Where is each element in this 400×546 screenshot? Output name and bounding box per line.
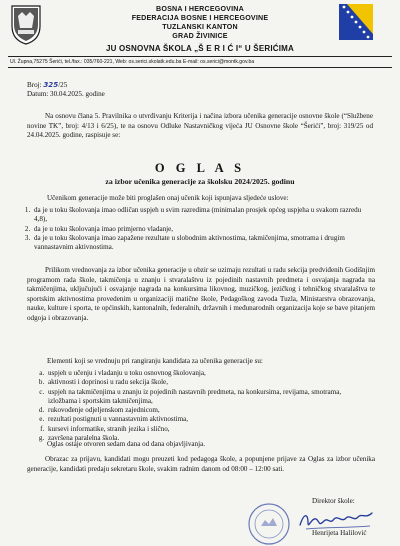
list-item: a. uspjeh u učenju i vladanju u toku osnovnog školovanja,	[46, 369, 370, 378]
list-item: c. uspjeh na takmičenjima u znanju iz pojedinih nastavnih predmeta, na konkursima, revijama, smotrama, izložbama i sportskim takmičenjima,	[46, 388, 370, 407]
list-item: d. rukovođenje odjeljenskom zajednicom,	[46, 406, 370, 415]
submission-paragraph: Obrazac za prijavu, kandidati mogu preuzeti kod pedagoga škole, a popunjene prijave za Oglas za izbor učenika generacije, kandidati predaju sekretaru škole, svakim radnim danom od 08:00 – 12:00 sati.	[27, 455, 375, 473]
list-item: 1. da je u toku školovanja imao odličan uspjeh u svim razredima (minimalan prosjek općeg uspjeha u svakom razredu 4,8),	[32, 206, 366, 225]
header-country: BOSNA I HERCEGOVINA	[156, 5, 244, 13]
reference-number-value: 325	[43, 80, 59, 89]
signature-name: Henrijeta Halilović	[312, 529, 367, 537]
evaluation-paragraph: Prilikom vrednovanja za izbor učenika generacije u obzir se uzimaju rezultati u radu sekcija predviđenih Godišnjim programom rada škole, takmičenja u znanju i stvaralaštvu iz pojedinih nastavnih predmeta i osvajanja nagrada na takmičenjima, uključujući i osvajanje nagrada na konkursima likovnog, muzičkog, jezičkog i tehničkog stvaralaštva te sportskim aktivnostima provedenim u organizaciji matične škole, Pedagoškog zavoda Tuzla, Ministarstva obrazovanja, nauke, kulture i sporta, te općinskih, kantonalnih, federalnih, državnih i međunarodnih organizacija koje se bave pitanjem odgoja i obrazovanja.	[27, 266, 375, 322]
reference-number	[27, 80, 67, 91]
document-title: O G L A S	[154, 161, 246, 175]
header-federation: FEDERACIJA BOSNE I HERCEGOVINE	[131, 14, 269, 22]
intro-paragraph: Na osnovu člana 5. Pravilnika o utvrđivanju Kriterija i načina izbora učenika generacije osnovne škole (“Službene novine TK”, broj: 4/13 i 6/25), te na osnovu Odluke Nastavničkog vijeća JU Osnovne škole “Šerići”, broj: 319/25 od 24.04.2025. godine, raspisuje se:	[27, 112, 373, 139]
elements-list	[36, 369, 370, 443]
header-divider-top	[8, 56, 392, 57]
list-item: e. rezultati postignuti u vannastavnim aktivnostima,	[46, 415, 370, 424]
header-school-name: JU OSNOVNA ŠKOLA „Š E R I Ć I“ U ŠERIĆIMA	[105, 44, 295, 53]
header-canton: TUZLANSKI KANTON	[162, 23, 238, 31]
reference-number-suffix: /25	[58, 81, 68, 89]
conditions-intro: Učenikom generacije može biti proglašen onaj učenik koji ispunjava sljedeće uslove:	[47, 194, 289, 202]
reference-date: Datum: 30.04.2025. godine	[27, 90, 105, 98]
bih-flag-icon	[339, 4, 373, 40]
reference-number-label: Broj:	[27, 81, 42, 89]
list-item: 3. da je u toku školovanja imao zapažene rezultate u slobodnim aktivnostima, takmičenjima, smotrama i drugim vannastavnim aktivnostima.	[32, 234, 366, 253]
list-item: b. aktivnosti i doprinosi u radu sekcija škole,	[46, 378, 370, 387]
list-item: f. kursevi informatike, stranih jezika i slično,	[46, 425, 370, 434]
elements-intro: Elementi koji se vrednuju pri rangiranju kandidata za učenika generacije su:	[47, 357, 263, 365]
header-divider-bottom	[8, 67, 392, 68]
school-stamp-icon	[247, 502, 291, 546]
list-item: 2. da je u toku školovanja imao primjerno vladanje,	[32, 225, 366, 234]
conditions-list	[22, 206, 366, 252]
header-city: GRAD ŽIVINICE	[172, 32, 228, 40]
open-period-notice: Oglas ostaje otvoren sedam dana od dana objavljivanja.	[47, 440, 205, 448]
document-subtitle: za izbor učenika generacije za školsku 2024/2025. godinu	[105, 177, 295, 186]
signature-label: Direktor škole:	[312, 497, 355, 505]
list-item: g. završena paralelna škola.	[46, 434, 370, 443]
header-contact-line: Ul. Župna,75275 Šerići, tel./fax.: 035/760-221, Web: os.serici.skolatk.edu.ba E-mail: os.serici@montk.gov.ba	[10, 59, 255, 65]
